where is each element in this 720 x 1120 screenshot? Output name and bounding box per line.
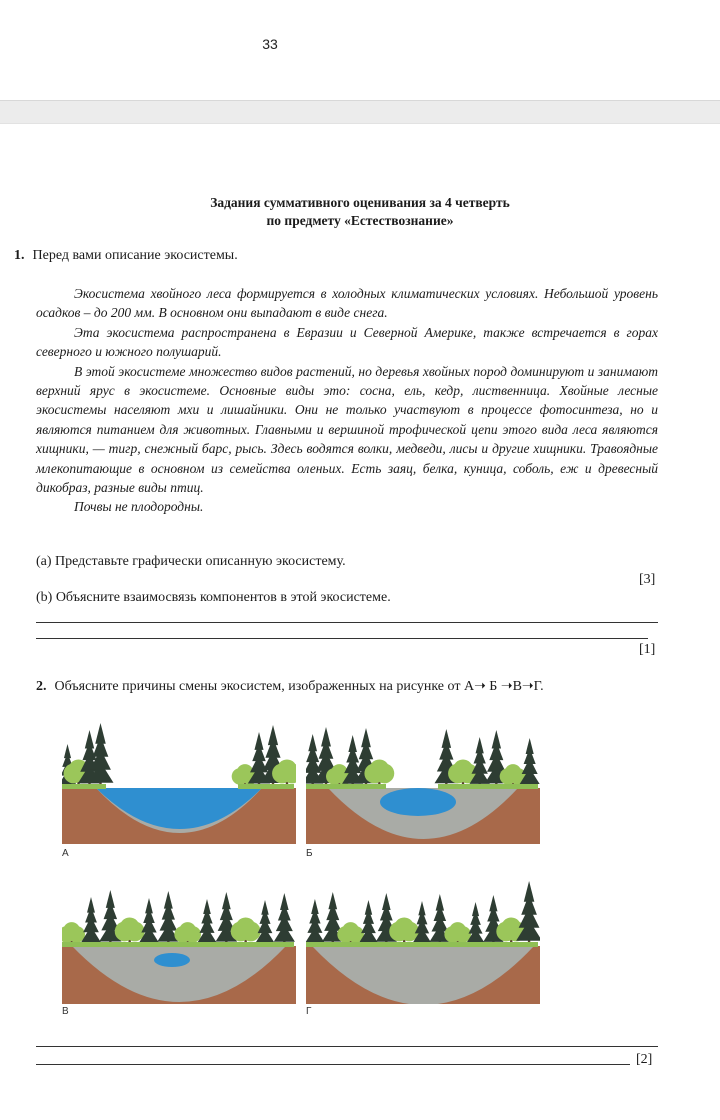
arrow-icon: ➝ [521, 679, 534, 694]
description-paragraph: Эта экосистема распространена в Евразии и Северной Америке, также встречается в горах северного и южного полушарий. [36, 324, 658, 360]
forest [306, 881, 540, 947]
figure-label-a: А [62, 848, 69, 859]
answer-line [36, 622, 658, 623]
arrow-icon: ➝ [474, 679, 486, 694]
page-separator [0, 100, 720, 124]
forest-right [435, 729, 540, 789]
question-1-prompt: Перед вами описание экосистемы. [32, 248, 238, 263]
conifer-tree-icon [359, 900, 377, 946]
question-2 [36, 678, 544, 695]
description-paragraph: Экосистема хвойного леса формируется в холодных климатических условиях. Небольшой уровень осадков – до 200 мм. В основном они выпадают в виде снега. [36, 286, 658, 321]
answer-line [36, 1064, 630, 1065]
figure-label-b: Б [306, 848, 313, 859]
sequence-step: В [512, 679, 522, 694]
grass-strip [306, 942, 538, 947]
description-paragraph: В этой экосистеме множество видов растений, но деревья хвойных пород доминируют и занимают верхний ярус в экосистеме. Основные виды это: сосна, ель, кедр, лиственница. Хвойные лесные экосистемы населяют мхи и лишайники. Они не только участвуют в процессе фотосинтеза, но и являются питанием для животных. Главными и вершиной трофической цепи этого вида леса являются хищники, — тигр, снежный барс, рысь. Здесь водятся волки, медведи, лисы и другие хищники. Травоядные млекопитающие в основном из семейства оленьих. Есть заяц, белка, куница, соболь, еж и древесный дикобраз, разные виды птиц. [36, 363, 658, 496]
figure-label-c: В [62, 1006, 69, 1017]
forest-left [62, 723, 113, 789]
grass-strip [438, 784, 538, 789]
ecosystem-figure-a [62, 710, 296, 844]
sequence-step: Б [489, 679, 498, 694]
conifer-tree-icon [256, 900, 274, 946]
conifer-tree-icon [306, 899, 324, 946]
question-1 [14, 248, 238, 264]
conifer-tree-icon [139, 898, 158, 946]
answer-line [36, 638, 648, 639]
conifer-tree-icon [274, 893, 295, 946]
grass-strip [306, 784, 386, 789]
sequence-step: Г. [533, 679, 544, 694]
ecosystem-figure-c [62, 868, 296, 1004]
grass-strip [62, 942, 294, 947]
deciduous-tree-icon [231, 917, 261, 946]
question-1b-mark: [1] [639, 642, 656, 657]
question-1-number: 1. [14, 248, 25, 263]
question-2-prompt: Объясните причины смены экосистем, изображенных на рисунке от А [54, 679, 475, 694]
conifer-tree-icon [520, 738, 540, 788]
conifer-tree-icon [413, 901, 431, 946]
conifer-tree-icon [81, 897, 101, 946]
page-number: 33 [262, 36, 278, 52]
conifer-tree-icon [198, 899, 217, 946]
question-1a: (a) Представьте графически описанную экосистему. [36, 554, 346, 569]
description-paragraph: Почвы не плодородны. [74, 499, 204, 515]
ecosystem-figure-b [306, 710, 540, 844]
grass-strip [62, 784, 106, 789]
title-line-1: Задания суммативного оценивания за 4 четверть [210, 195, 510, 210]
question-2-mark: [2] [636, 1052, 653, 1067]
forest-right [232, 725, 296, 789]
title-line-2: по предмету «Естествознание» [266, 213, 454, 228]
conifer-tree-icon [516, 881, 540, 946]
answer-line [36, 1046, 658, 1047]
page-title [0, 194, 720, 230]
grass-strip [238, 784, 294, 789]
figure-label-d: Г [306, 1006, 312, 1017]
question-2-number: 2. [36, 679, 47, 694]
conifer-tree-icon [467, 902, 485, 946]
question-1b: (b) Объясните взаимосвязь компонентов в этой экосистеме. [36, 590, 391, 605]
ecosystem-figure-d [306, 868, 540, 1004]
forest-left [306, 727, 394, 789]
question-1a-mark: [3] [639, 572, 656, 587]
forest [62, 890, 295, 947]
ecosystem-description [36, 284, 658, 517]
arrow-icon: ➝ [500, 679, 513, 694]
